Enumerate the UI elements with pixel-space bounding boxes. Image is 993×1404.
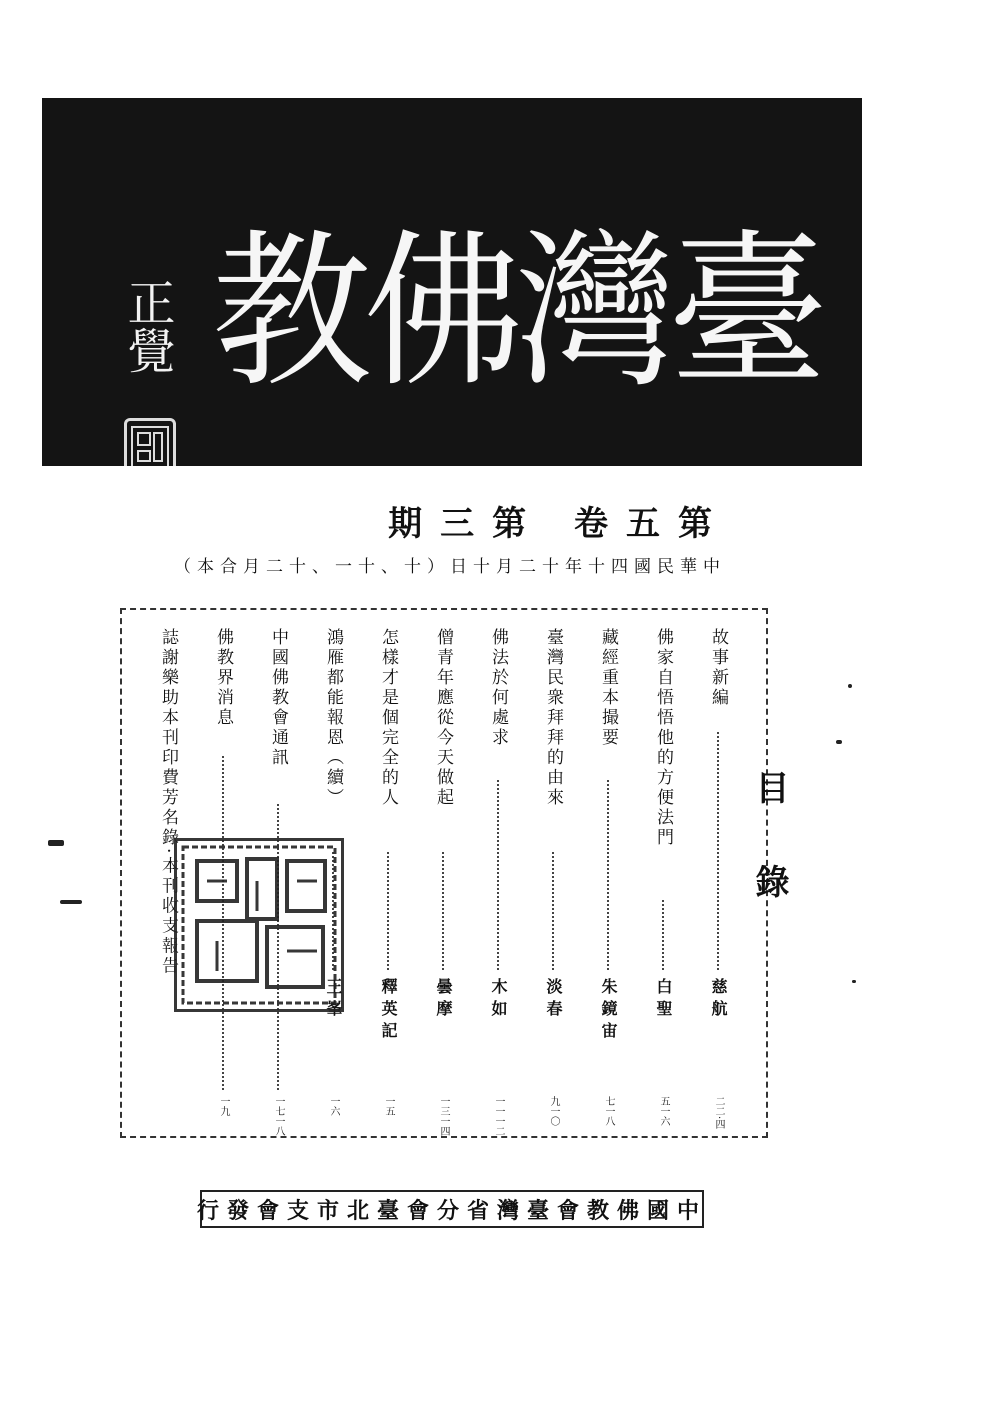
toc-entry-pages: 五一六 — [658, 1096, 669, 1126]
toc-entry-title: 佛家自悟悟他的方便法門 — [653, 628, 673, 848]
toc-entry-pages: 一七一八 — [273, 1096, 284, 1136]
library-stamp — [174, 838, 344, 1012]
toc-leader-dots — [552, 852, 554, 970]
masthead-title: 臺灣佛教 — [212, 214, 820, 410]
toc-entry-title: 中國佛教會通訊 — [268, 628, 288, 768]
toc-entry-pages: 九一〇 — [548, 1096, 559, 1126]
toc-entry-pages: 七一八 — [603, 1096, 614, 1126]
toc-entry — [431, 628, 461, 1136]
toc-entry-author: 淡春 — [544, 978, 563, 1022]
toc-entry — [541, 628, 571, 1126]
issue-number: 第五卷 第三期 — [388, 504, 730, 544]
toc-entry-author: 朱鏡宙 — [599, 978, 618, 1044]
issue-date: 中華民國四十年十二月十日（十、十一、十二月合本） — [174, 557, 726, 577]
toc-leader-dots — [497, 780, 499, 970]
toc-leader-dots — [717, 732, 719, 970]
masthead-corrector: 正覺 — [119, 278, 175, 374]
toc-entry-author: 曇摩 — [434, 978, 453, 1022]
masthead-banner — [42, 98, 862, 466]
publisher-bar — [197, 1190, 708, 1228]
toc-entry-title: 鴻雁都能報恩（續） — [323, 628, 343, 808]
toc-entry — [596, 628, 626, 1126]
toc-entry — [376, 628, 406, 1116]
toc-entry — [486, 628, 516, 1136]
toc-entry-title: 怎樣才是個完全的人 — [378, 628, 398, 808]
toc-entry-author: 慈航 — [709, 978, 728, 1022]
toc-entry-title: 僧青年應從今天做起 — [433, 628, 453, 808]
toc-leader-dots — [387, 852, 389, 970]
toc-entry-title: 故事新編 — [708, 628, 728, 708]
toc-entry-pages: 一九 — [218, 1096, 229, 1116]
publisher-name: 中國佛教會臺灣省分會臺北市支會發行 — [197, 1197, 708, 1224]
toc-entry-title: 誌謝樂助本刊印費芳名錄·本刊收支報告 — [158, 628, 178, 977]
toc-heading: 目錄 — [749, 770, 789, 958]
toc-entry-title: 佛法於何處求 — [488, 628, 508, 748]
toc-entry-title: 佛教界消息 — [213, 628, 233, 728]
toc-entry-pages: 二二·四 — [713, 1096, 724, 1130]
toc-entry-pages: 一六 — [328, 1096, 339, 1116]
toc-entry-title: 臺灣民衆拜拜的由來 — [543, 628, 563, 808]
toc-leader-dots — [607, 780, 609, 970]
toc-entry-pages: 一五 — [383, 1096, 394, 1116]
toc-entry — [651, 628, 681, 1126]
toc-entry — [706, 628, 736, 1130]
toc-entry-title: 藏經重本撮要 — [598, 628, 618, 748]
toc-entry-author: 王峯 — [324, 978, 343, 1022]
toc-entry-pages: 一一一二 — [493, 1096, 504, 1136]
toc-entry-author: 釋英記 — [379, 978, 398, 1044]
toc-leader-dots — [442, 852, 444, 970]
seal-icon — [124, 418, 176, 466]
toc-leader-dots — [662, 900, 664, 970]
toc-entry-author: 白聖 — [654, 978, 673, 1022]
toc-entry-author: 木如 — [489, 978, 508, 1022]
toc-entry-pages: 一三一四 — [438, 1096, 449, 1136]
